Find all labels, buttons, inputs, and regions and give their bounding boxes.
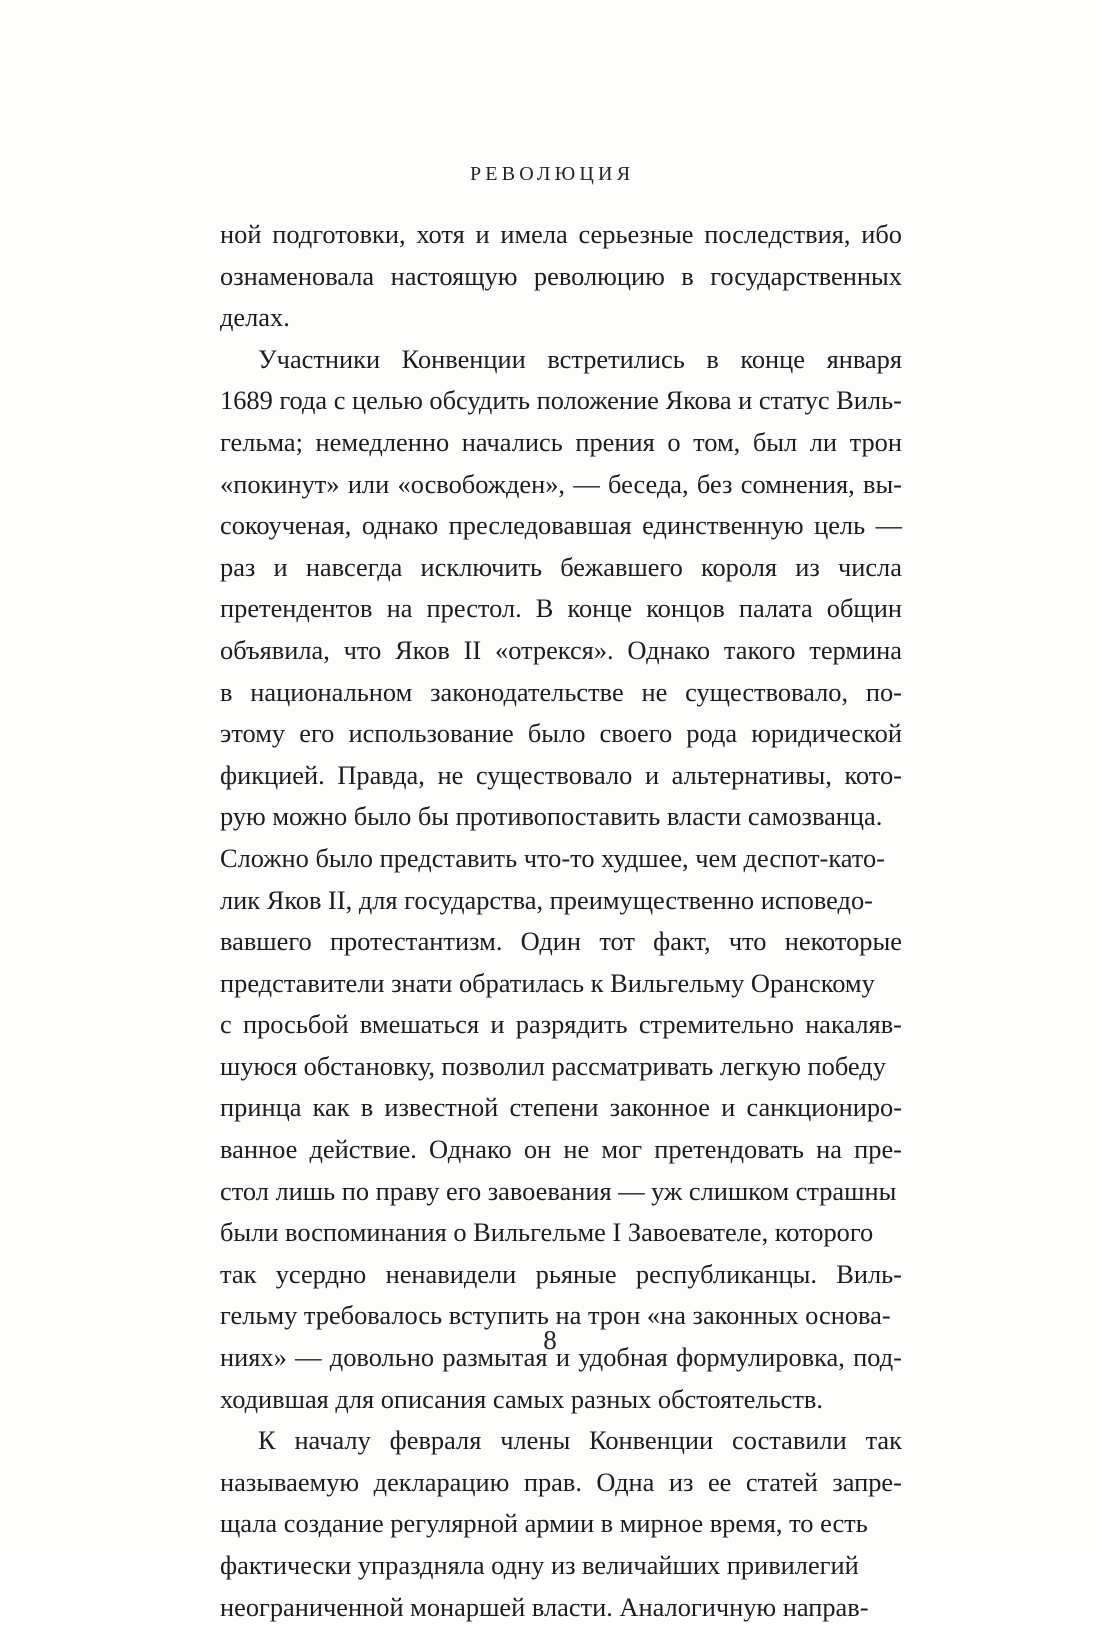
word: немедленно — [315, 426, 450, 457]
word: — — [573, 468, 600, 499]
word: гельма; — [220, 426, 303, 457]
word: законодательстве — [430, 676, 624, 707]
word: называемую — [220, 1466, 360, 1497]
word: ненавидели — [385, 1258, 517, 1289]
word: термина — [809, 634, 902, 665]
word: так — [865, 1425, 902, 1456]
word: составили — [732, 1425, 847, 1456]
word: пре- — [854, 1134, 902, 1165]
word: В — [535, 593, 554, 624]
word: тот — [599, 926, 635, 957]
word: исключить — [420, 551, 543, 582]
word: на — [386, 593, 413, 624]
word: — — [295, 1342, 322, 1373]
word: было — [527, 718, 586, 749]
text-line — [220, 1462, 902, 1504]
word: его — [299, 718, 335, 749]
text-line — [220, 755, 902, 797]
word: сокоученая, — [220, 510, 352, 541]
word: законное — [609, 1092, 710, 1123]
word: своего — [599, 718, 673, 749]
text-line: делах. — [220, 302, 290, 333]
word: II — [463, 634, 482, 665]
word: накаляв- — [805, 1009, 902, 1040]
word: общин — [826, 593, 902, 624]
word: ознаменовала — [220, 260, 375, 291]
word: и — [273, 551, 288, 582]
word: национальном — [250, 676, 413, 707]
word: на — [816, 1134, 842, 1165]
word: имела — [500, 219, 568, 249]
word: санкциониро- — [746, 1092, 902, 1123]
word: протестантизм. — [329, 926, 503, 957]
word: единственную — [642, 510, 804, 541]
word: принца — [220, 1092, 302, 1123]
text-line: фактически упраздняла одну из величайших привилегий — [220, 1550, 859, 1580]
text-line — [220, 921, 902, 963]
word: «отрекся». — [495, 634, 614, 665]
word: серьезные — [578, 219, 694, 249]
text-line — [220, 713, 902, 755]
word: с — [220, 1009, 232, 1040]
word: Виль- — [836, 1258, 902, 1289]
word: фикцией. — [220, 759, 325, 790]
word: Яков — [395, 634, 450, 665]
word: удобная — [578, 1342, 668, 1373]
word: просьбой — [242, 1009, 349, 1040]
word: что — [728, 926, 767, 957]
word: и — [721, 1092, 736, 1123]
word: палата — [738, 593, 813, 624]
word: ниях» — [220, 1342, 287, 1373]
word: Однако — [627, 634, 711, 665]
text-line — [220, 630, 902, 672]
word: ли — [809, 426, 838, 457]
word: разрядить — [515, 1009, 628, 1040]
text-line — [220, 1420, 902, 1462]
word: Однако — [429, 1134, 512, 1165]
word: существовало — [475, 759, 633, 790]
word: преследовавшая — [448, 510, 632, 541]
word: республиканцы. — [635, 1258, 817, 1289]
word: что — [343, 634, 382, 665]
word: из — [795, 551, 820, 582]
word: существовало, — [685, 676, 849, 707]
body-text-block — [220, 214, 902, 1628]
word: ибо — [861, 219, 902, 249]
word: объявила, — [220, 634, 330, 665]
word: о — [667, 426, 681, 457]
word: он — [523, 1134, 552, 1165]
text-line: 1689 года с целью обсудить положение Якова и статус Виль- — [220, 385, 902, 416]
word: факт, — [653, 926, 711, 957]
word: последствия, — [704, 219, 851, 249]
word: мог — [601, 1134, 643, 1165]
word: начались — [461, 426, 563, 457]
word: под- — [853, 1342, 902, 1373]
word: прения — [575, 426, 655, 457]
word: прав. — [523, 1466, 582, 1497]
text-line — [220, 339, 902, 381]
word: вы- — [862, 468, 902, 499]
text-line — [220, 464, 902, 506]
word: претендовать — [654, 1134, 804, 1165]
word: конце — [567, 593, 633, 624]
text-line — [220, 422, 902, 464]
word: ванное — [220, 1134, 298, 1165]
text-line — [220, 214, 902, 256]
word: довольно — [329, 1342, 435, 1373]
text-line — [220, 1129, 902, 1171]
word: в — [706, 343, 719, 374]
word: альтернативы, — [671, 759, 832, 790]
word: трон — [849, 426, 902, 457]
word: Правда, — [337, 759, 425, 790]
text-line: были воспоминания о Вильгельме I Завоевателе, которого — [220, 1217, 874, 1248]
text-line: представители знати обратилась к Вильгельму Оранскому — [220, 967, 875, 998]
text-line: гельму требовалось вступить на трон «на законных основа- — [220, 1300, 891, 1331]
word: усердно — [275, 1258, 367, 1289]
word: размытая — [442, 1342, 548, 1373]
word: из — [668, 1466, 694, 1497]
paragraph — [220, 1420, 902, 1628]
word: известной — [384, 1092, 499, 1123]
word: навсегда — [305, 551, 403, 582]
word: декларацию — [373, 1466, 510, 1497]
word: Участники — [258, 343, 381, 374]
word: использование — [348, 718, 514, 749]
word: подготовки, — [272, 219, 406, 249]
page-number: 8 — [543, 1325, 557, 1355]
word: или — [347, 468, 390, 499]
word: рьяные — [535, 1258, 617, 1289]
text-line: неограниченной монаршей власти. Аналогичную направ- — [220, 1591, 869, 1622]
word: ной — [220, 219, 262, 249]
word: Один — [520, 926, 582, 957]
word: бежавшего — [560, 551, 683, 582]
text-line — [220, 588, 902, 630]
word: января — [826, 343, 902, 374]
word: числа — [837, 551, 902, 582]
word: и — [490, 1009, 505, 1040]
running-head: РЕВОЛЮЦИЯ — [469, 163, 635, 185]
word: и — [555, 1342, 570, 1373]
text-line: Сложно было представить что-то худшее, чем деспот-като- — [220, 842, 885, 873]
word: Конвенции — [589, 1425, 714, 1456]
word: без — [696, 468, 733, 499]
word: настоящую — [390, 260, 518, 291]
word: юридической — [751, 718, 902, 749]
word: сомнения, — [740, 468, 855, 499]
text-line: стол лишь по праву его завоевания — уж слишком страшны — [220, 1175, 897, 1206]
word: в — [681, 260, 694, 291]
word: том, — [693, 426, 741, 457]
word: так — [220, 1258, 257, 1289]
word: рода — [686, 718, 738, 749]
word: конце — [740, 343, 806, 374]
word: К — [258, 1425, 276, 1456]
text-line — [220, 547, 902, 589]
word: и — [644, 759, 660, 790]
word: члены — [500, 1425, 571, 1456]
text-line — [220, 1004, 902, 1046]
text-line — [220, 256, 902, 298]
word: революцию — [533, 260, 665, 291]
word: действие. — [309, 1134, 417, 1165]
word: как — [312, 1092, 350, 1123]
word: престол. — [426, 593, 522, 624]
word: раз — [220, 551, 256, 582]
text-line: шуюся обстановку, позволил рассматривать легкую победу — [220, 1050, 886, 1081]
word: не — [437, 759, 464, 790]
word: — — [875, 510, 902, 541]
word: хотя — [416, 219, 465, 249]
text-line: рую можно было бы противопоставить власти самозванца. — [220, 801, 883, 832]
word: по- — [865, 676, 902, 707]
word: некоторые — [784, 926, 902, 957]
word: февраля — [389, 1425, 482, 1456]
word: формулировка, — [676, 1342, 845, 1373]
word: статей — [745, 1466, 818, 1497]
text-line: ходившая для описания самых разных обстоятельств. — [220, 1383, 823, 1414]
word: запре- — [832, 1466, 902, 1497]
word: Одна — [596, 1466, 655, 1497]
text-line — [220, 672, 902, 714]
word: степени — [509, 1092, 599, 1123]
word: началу — [294, 1425, 371, 1456]
word: короля — [701, 551, 778, 582]
word: встретились — [547, 343, 685, 374]
word: в — [360, 1092, 374, 1123]
word: «покинут» — [220, 468, 340, 499]
word: Конвенции — [401, 343, 526, 374]
word: однако — [361, 510, 439, 541]
word: этому — [220, 718, 286, 749]
word: государственных — [710, 260, 902, 291]
word: вавшего — [220, 926, 312, 957]
text-line — [220, 505, 902, 547]
word: не — [563, 1134, 590, 1165]
text-line — [220, 1087, 902, 1129]
text-line — [220, 1254, 902, 1296]
word: вмешаться — [359, 1009, 480, 1040]
word: стремительно — [638, 1009, 794, 1040]
text-line: лик Яков II, для государства, преимущественно исповедо- — [220, 884, 873, 915]
word: не — [641, 676, 668, 707]
word: и — [475, 219, 490, 249]
word: ее — [707, 1466, 732, 1497]
word: в — [220, 676, 233, 707]
word: был — [752, 426, 798, 457]
word: претендентов — [220, 593, 373, 624]
word: концов — [646, 593, 725, 624]
word: кото- — [844, 759, 902, 790]
paragraph — [220, 214, 902, 339]
word: цель — [814, 510, 866, 541]
paragraph — [220, 339, 902, 1420]
word: беседа, — [608, 468, 689, 499]
word: «освобожден», — [397, 468, 566, 499]
word: такого — [723, 634, 796, 665]
text-line: щала создание регулярной армии в мирное время, то есть — [220, 1508, 868, 1539]
